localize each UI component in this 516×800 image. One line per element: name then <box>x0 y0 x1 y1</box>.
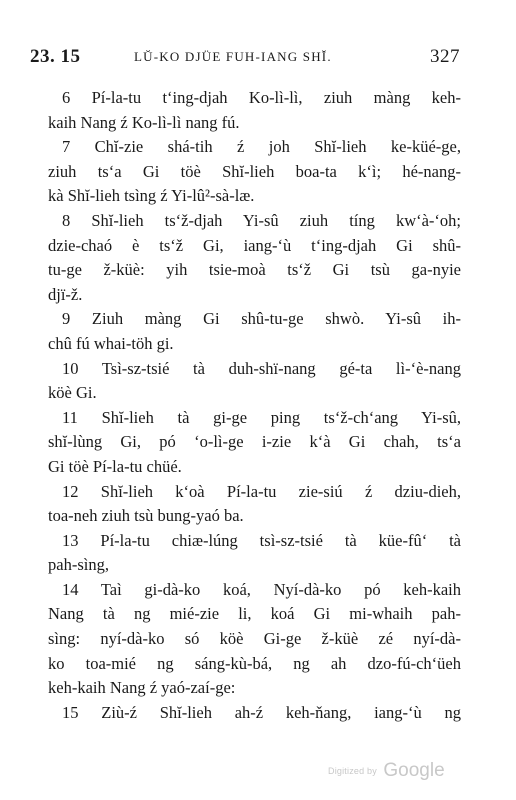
text-line: 9 Ziuh màng Gi shû-tu-ge shwò. Yi-sû ih- <box>62 309 461 329</box>
text-line: kà Shĭ-lieh tsìng ź Yi-lû²-sà-læ. <box>48 186 255 206</box>
watermark-caption: Digitized by <box>328 766 377 776</box>
text-line: 8 Shĭ-lieh ts‘ž-djah Yi-sû ziuh tíng kw‘à-‘oh; <box>62 210 461 230</box>
chapter-verse-ref: 23. 15 <box>30 46 81 67</box>
text-line: ziuh ts‘a Gi töè Shĭ-lieh boa-ta k‘ì; hé-nang- <box>48 161 461 181</box>
text-line: ko toa-mié ng sáng-kù-bá, ng ah dzo-fú-ch‘üeh <box>48 653 461 673</box>
text-line: Gi töè Pí-la-tu chüé. <box>48 456 182 476</box>
text-line: pah-sìng, <box>48 555 109 575</box>
text-line: tu-ge ž-küè: yih tsie-moà ts‘ž Gi tsù ga-nyie <box>48 260 461 280</box>
text-line: djï-ž. <box>48 284 83 304</box>
text-line: dzie-chaó è ts‘ž Gi, iang-‘ù t‘ing-djah Gi shû- <box>48 235 461 255</box>
scripture-text <box>48 86 461 725</box>
text-line: 6 Pí-la-tu t‘ing-djah Ko-lì-lì, ziuh màng keh- <box>62 88 461 107</box>
text-line: kaih Nang ź Ko-lì-lì nang fú. <box>48 112 240 132</box>
text-line: 13 Pí-la-tu chiæ-lúng tsì-sz-tsié tà küe-fû‘ tà <box>62 530 461 550</box>
text-line: 15 Ziù-ź Shĭ-lieh ah-ź keh-ňang, iang-‘ù ng <box>62 702 461 722</box>
text-line: toa-neh ziuh tsù bung-yaó ba. <box>48 506 244 526</box>
text-line: sìng: nyí-dà-ko só köè Gi-ge ž-küè zé nyí-dà- <box>48 629 461 649</box>
text-line: 14 Taì gi-dà-ko koá, Nyí-dà-ko pó keh-kaih <box>62 579 461 599</box>
page-number: 327 <box>430 46 460 67</box>
text-line: Nang tà ng mié-zie li, koá Gi mi-whaih pah- <box>48 604 461 624</box>
text-line: 12 Shĭ-lieh k‘oà Pí-la-tu zie-siú ź dziu-dieh, <box>62 481 461 501</box>
running-header <box>30 46 460 72</box>
text-line: 11 Shĭ-lieh tà gi-ge ping ts‘ž-ch‘ang Yi-sû, <box>62 407 461 427</box>
text-line: 7 Chĭ-zie shá-tih ź joh Shĭ-lieh ke-küé-ge, <box>62 137 461 157</box>
digitized-watermark <box>328 760 445 784</box>
text-line: keh-kaih Nang ź yaó-zaí-ge: <box>48 678 236 698</box>
text-line: 10 Tsì-sz-tsié tà duh-shï-nang gé-ta lì-‘è-nang <box>62 358 461 378</box>
text-line: shĭ-lùng Gi, pó ‘o-lì-ge i-zie k‘à Gi chah, ts‘a <box>48 432 461 452</box>
google-logo: Google <box>383 760 445 781</box>
text-line: köè Gi. <box>48 383 97 403</box>
book-title: LŬ-KO DJÜE FUH-IANG SHĬ. <box>134 49 332 64</box>
text-line: chû fú whai-töh gi. <box>48 333 174 353</box>
